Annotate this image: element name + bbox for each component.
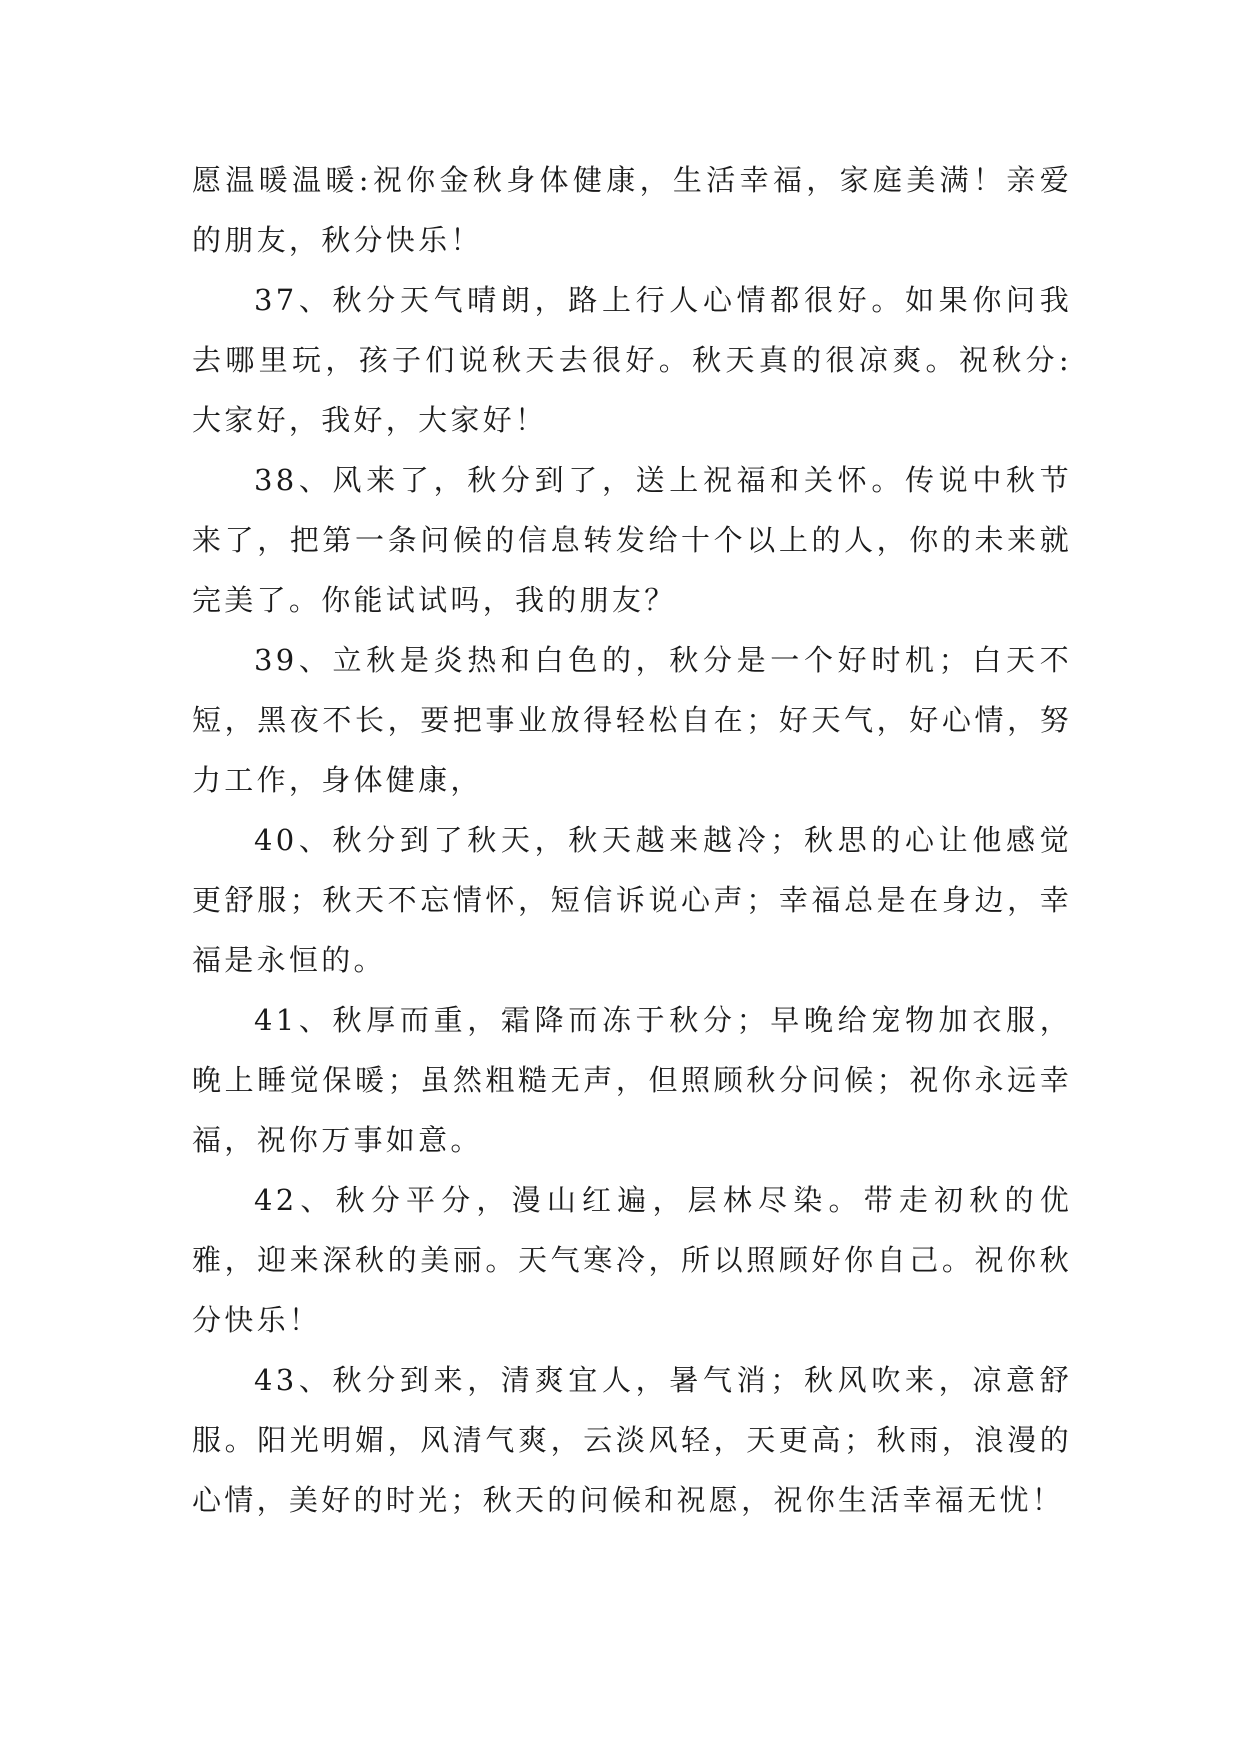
document-page xyxy=(192,150,1072,1530)
paragraph-39: 39、立秋是炎热和白色的，秋分是一个好时机；白天不短，黑夜不长，要把事业放得轻松自在；好天气，好心情，努力工作，身体健康， xyxy=(192,643,1072,797)
paragraph-continuation: 愿温暖温暖:祝你金秋身体健康，生活幸福，家庭美满！亲爱的朋友，秋分快乐！ xyxy=(192,163,1072,257)
paragraph-42: 42、秋分平分，漫山红遍，层林尽染。带走初秋的优雅，迎来深秋的美丽。天气寒冷，所以照顾好你自己。祝你秋分快乐！ xyxy=(192,1183,1072,1337)
paragraph-41: 41、秋厚而重，霜降而冻于秋分；早晚给宠物加衣服，晚上睡觉保暖；虽然粗糙无声，但照顾秋分问候；祝你永远幸福，祝你万事如意。 xyxy=(192,1003,1072,1157)
paragraph-37: 37、秋分天气晴朗，路上行人心情都很好。如果你问我去哪里玩，孩子们说秋天去很好。秋天真的很凉爽。祝秋分:大家好，我好，大家好！ xyxy=(192,283,1072,437)
paragraph-43: 43、秋分到来，清爽宜人，暑气消；秋风吹来，凉意舒服。阳光明媚，风清气爽，云淡风轻，天更高；秋雨，浪漫的心情，美好的时光；秋天的问候和祝愿，祝你生活幸福无忧！ xyxy=(192,1363,1072,1517)
paragraph-40: 40、秋分到了秋天，秋天越来越冷；秋思的心让他感觉更舒服；秋天不忘情怀，短信诉说心声；幸福总是在身边，幸福是永恒的。 xyxy=(192,823,1072,977)
paragraph-38: 38、风来了，秋分到了，送上祝福和关怀。传说中秋节来了，把第一条问候的信息转发给十个以上的人，你的未来就完美了。你能试试吗，我的朋友？ xyxy=(192,463,1072,617)
